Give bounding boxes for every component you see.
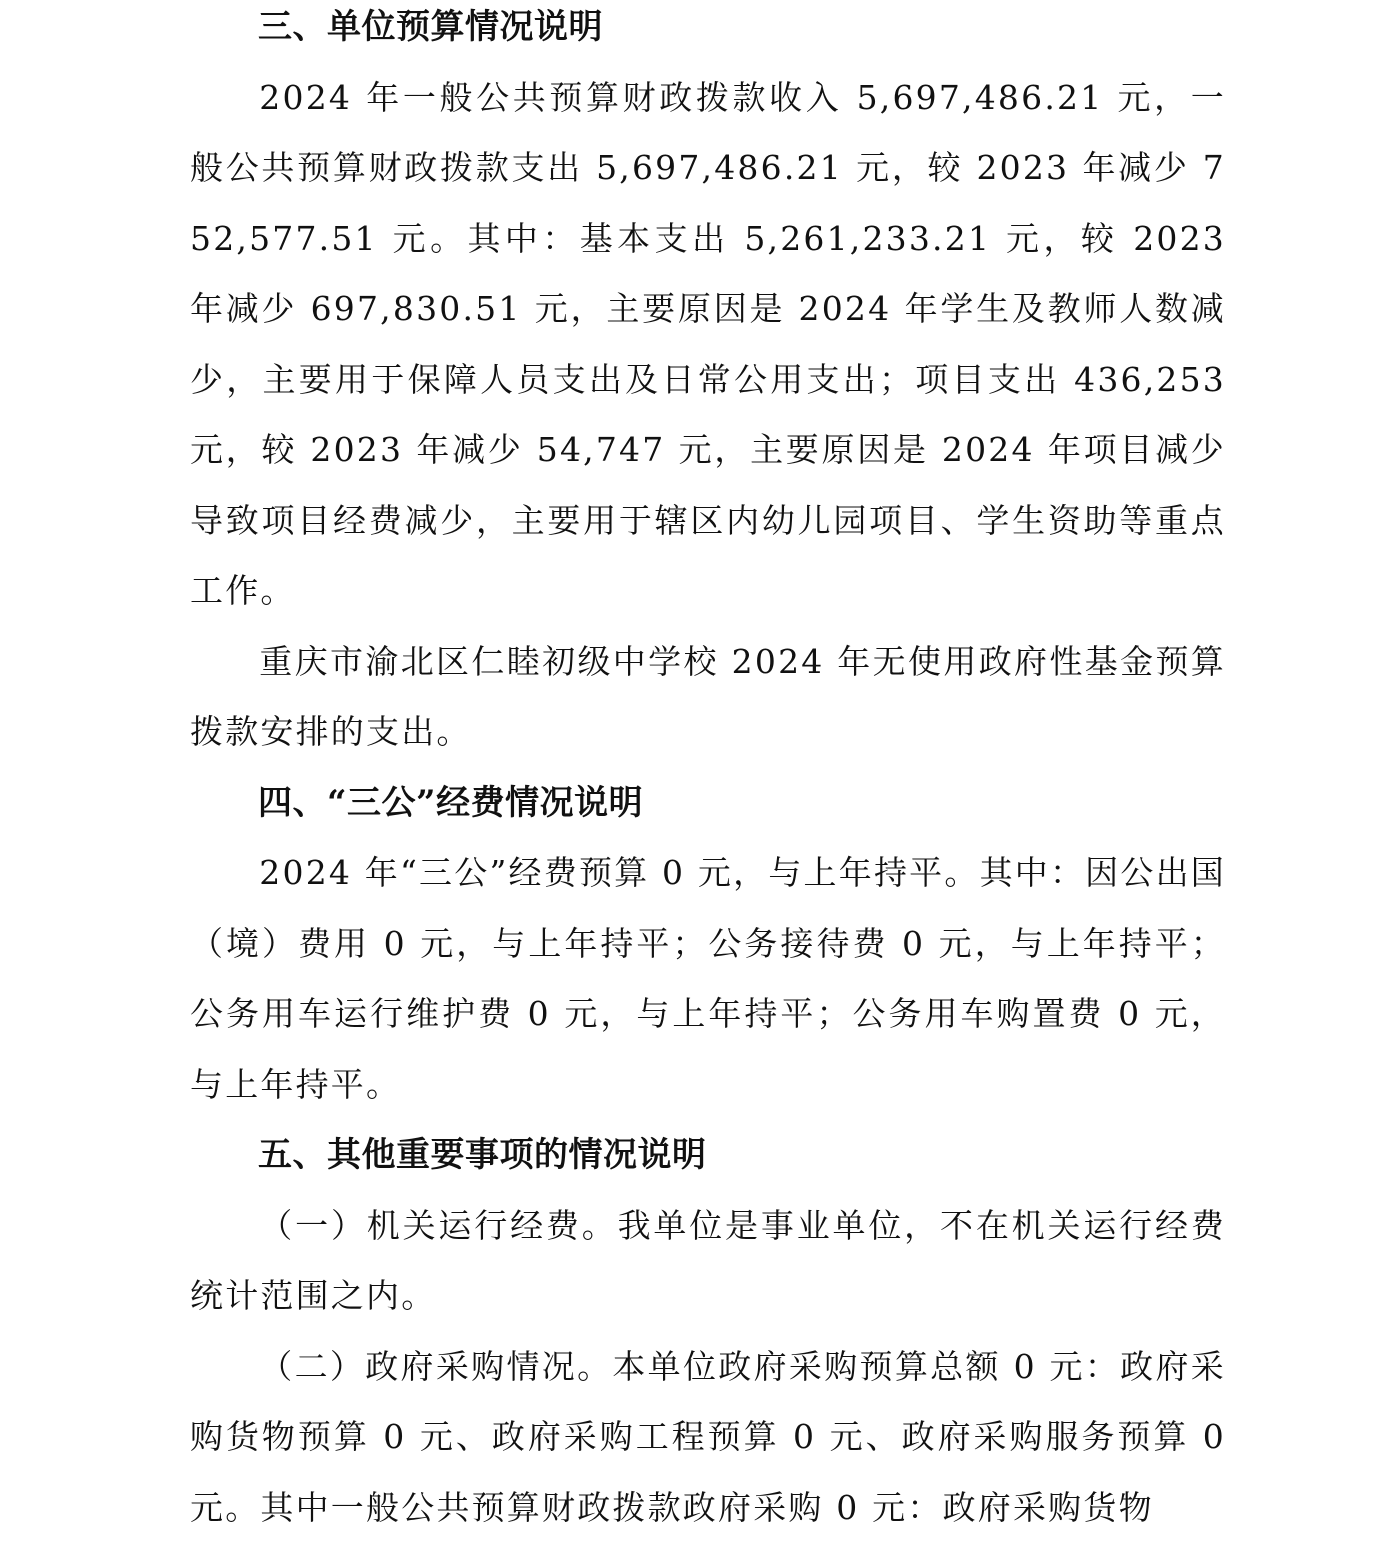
paragraph: （二）政府采购情况。本单位政府采购预算总额 0 元：政府采购货物预算 0 元、政府采购工程预算 0 元、政府采购服务预算 0 元。其中一般公共预算财政拨款政府采购 0 元：政府采购货物 (190, 1332, 1226, 1543)
paragraph: 2024 年“三公”经费预算 0 元，与上年持平。其中：因公出国（境）费用 0 元，与上年持平；公务接待费 0 元，与上年持平；公务用车运行维护费 0 元，与上年持平；公务用车购置费 0 元，与上年持平。 (190, 838, 1226, 1120)
section-unit-budget (190, 0, 1226, 768)
section-heading: 五、其他重要事项的情况说明 (190, 1120, 1226, 1191)
section-heading: 三、单位预算情况说明 (190, 0, 1226, 63)
paragraph: 重庆市渝北区仁睦初级中学校 2024 年无使用政府性基金预算拨款安排的支出。 (190, 627, 1226, 768)
document-body (190, 0, 1226, 1543)
section-three-public-expenses (190, 768, 1226, 1121)
paragraph: （一）机关运行经费。我单位是事业单位，不在机关运行经费统计范围之内。 (190, 1191, 1226, 1332)
section-other-matters (190, 1120, 1226, 1543)
paragraph: 2024 年一般公共预算财政拨款收入 5,697,486.21 元，一般公共预算财政拨款支出 5,697,486.21 元，较 2023 年减少 752,577.51 元。其中：基本支出 5,261,233.21 元，较 2023 年减少 697,830.51 元，主要原因是 2024 年学生及教师人数减少，主要用于保障人员支出及日常公用支出；项目支出 436,253 元，较 2023 年减少 54,747 元，主要原因是 2024 年项目减少导致项目经费减少，主要用于辖区内幼儿园项目、学生资助等重点工作。 (190, 63, 1226, 627)
section-heading: 四、“三公”经费情况说明 (190, 768, 1226, 839)
